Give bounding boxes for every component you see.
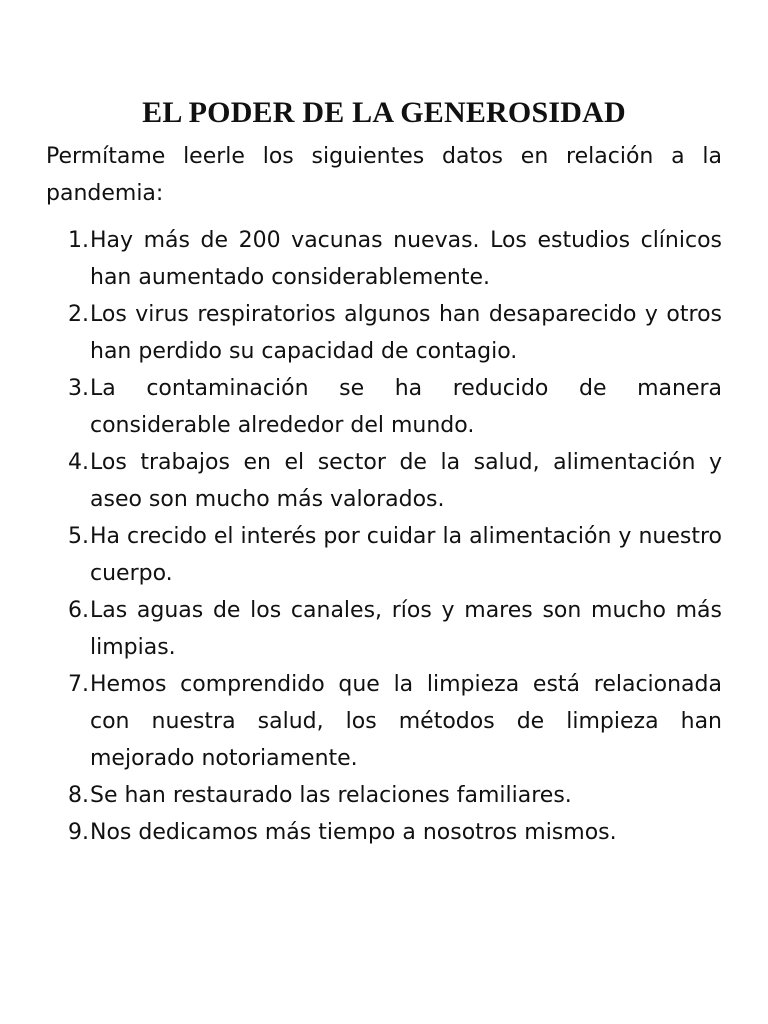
list-item [46,222,722,296]
document-page [46,96,722,851]
list-item-number: 7. [68,672,89,697]
list-item-text: Las aguas de los canales, ríos y mares son mucho más limpias. [90,598,722,660]
list-item-number: 1. [68,228,89,253]
list-item-text: Los virus respiratorios algunos han desaparecido y otros han perdido su capacidad de contagio. [90,302,722,364]
list-item-number: 3. [68,376,89,401]
list-item-number: 8. [68,783,89,808]
list-item [46,814,722,851]
list-item [46,777,722,814]
list-item-text: Hemos comprendido que la limpieza está relacionada con nuestra salud, los métodos de limpieza han mejorado notoriamente. [90,672,722,771]
facts-list [46,222,722,851]
list-item-number: 4. [68,450,89,475]
list-item [46,296,722,370]
list-item [46,592,722,666]
list-item-text: Los trabajos en el sector de la salud, alimentación y aseo son mucho más valorados. [90,450,722,512]
list-item-number: 2. [68,302,89,327]
list-item [46,370,722,444]
list-item-text: Se han restaurado las relaciones familiares. [90,783,572,808]
list-item [46,666,722,777]
list-item-text: Ha crecido el interés por cuidar la alimentación y nuestro cuerpo. [90,524,722,586]
list-item-text: Nos dedicamos más tiempo a nosotros mismos. [90,820,617,845]
list-item-number: 9. [68,820,89,845]
intro-paragraph: Permítame leerle los siguientes datos en relación a la pandemia: [46,144,722,206]
list-item-number: 6. [68,598,89,623]
list-item [46,444,722,518]
list-item [46,518,722,592]
document-title: EL PODER DE LA GENEROSIDAD [142,96,626,129]
list-item-text: Hay más de 200 vacunas nuevas. Los estudios clínicos han aumentado considerablemente. [90,228,722,290]
list-item-number: 5. [68,524,89,549]
list-item-text: La contaminación se ha reducido de manera considerable alrededor del mundo. [90,376,722,438]
